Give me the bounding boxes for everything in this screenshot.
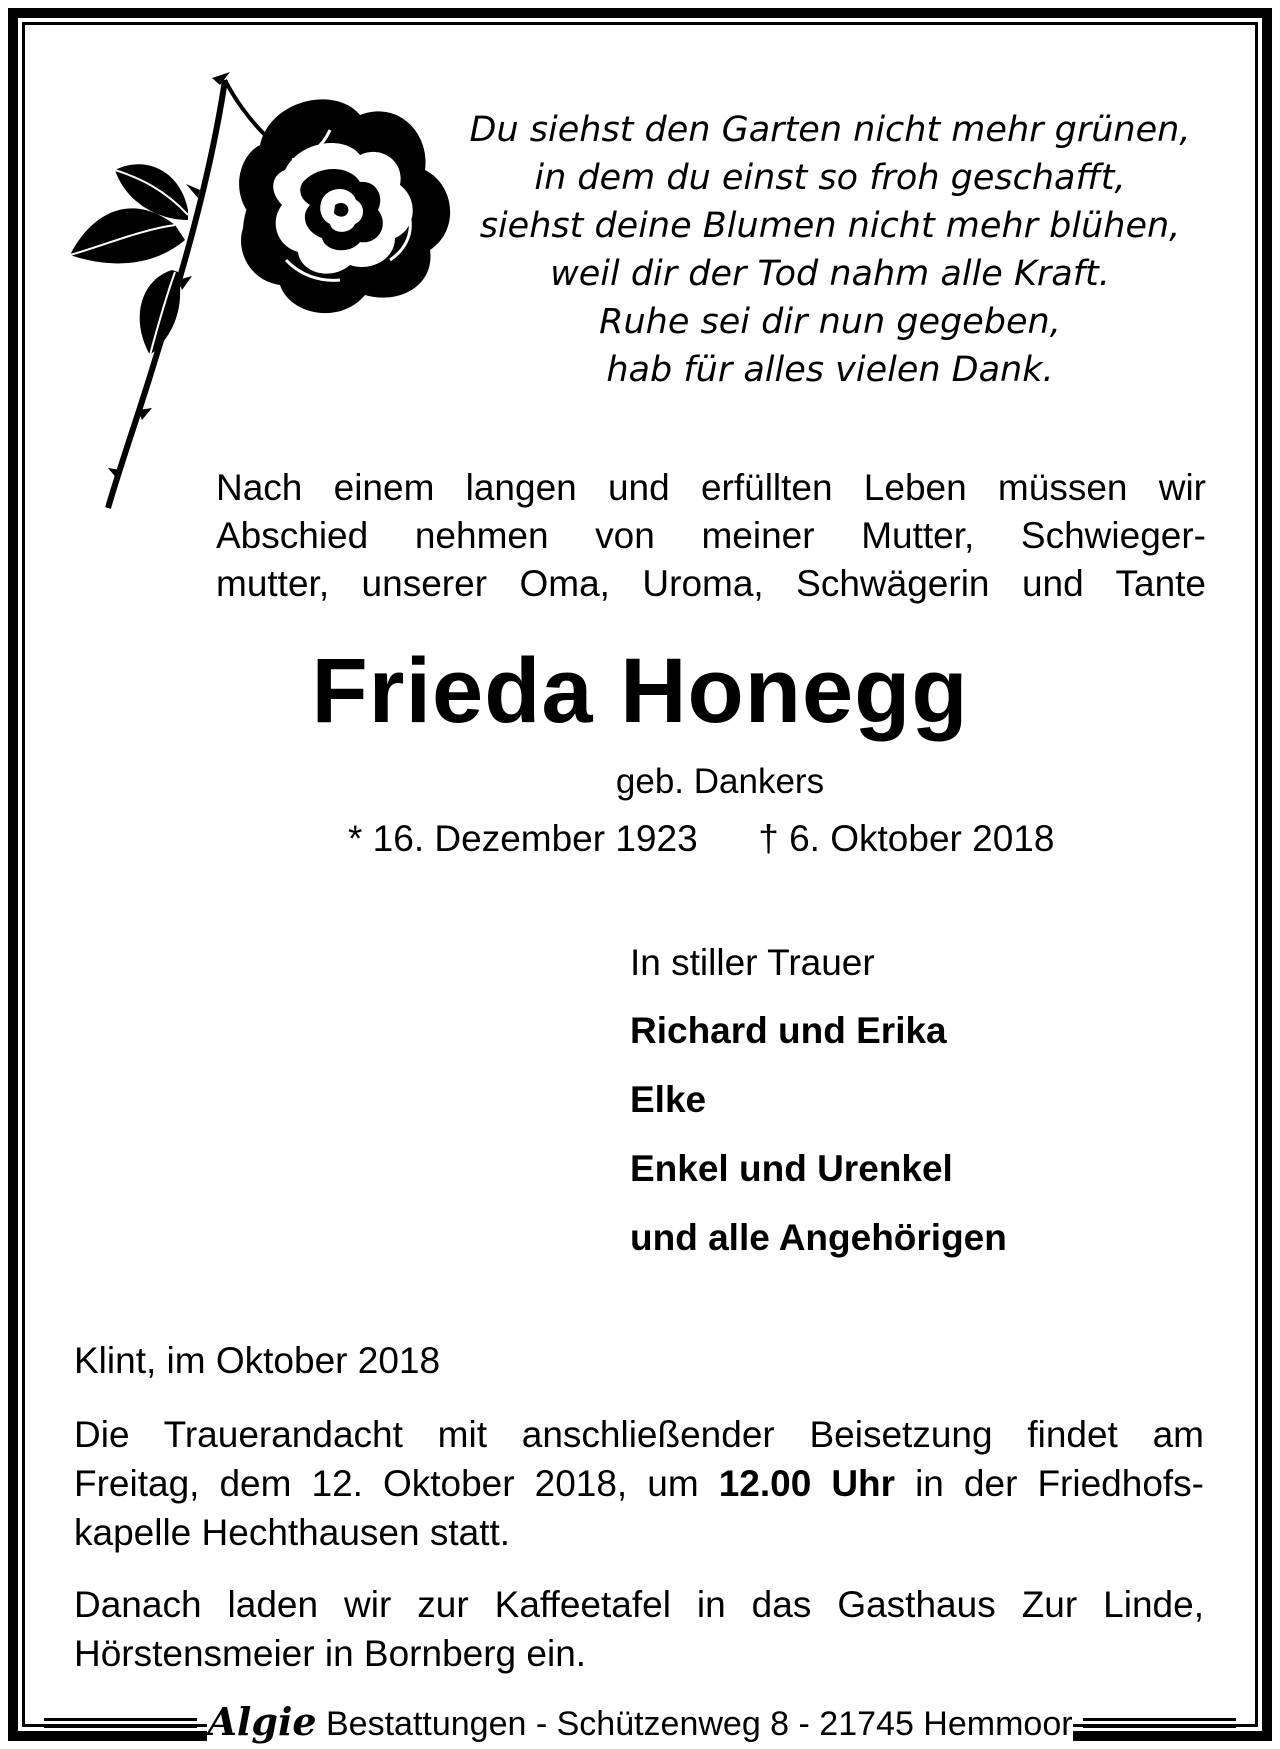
birth-date: * 16. Dezember 1923 — [348, 818, 698, 859]
service-line — [74, 1459, 1204, 1508]
service-line: kapelle Hechthausen statt. — [74, 1512, 511, 1553]
poem-line: weil dir der Tod nahm alle Kraft. — [550, 254, 1110, 294]
intro-text — [216, 464, 1206, 608]
poem — [440, 106, 1220, 394]
funeral-home-logo: Algie — [207, 1699, 317, 1744]
mourner-name: und alle Angehörigen — [630, 1217, 1007, 1258]
footer-rule-right — [1083, 1718, 1236, 1728]
reception-info — [74, 1580, 1204, 1678]
mourner-name: Richard und Erika — [630, 1010, 947, 1051]
born-name: geb. Dankers — [615, 762, 825, 801]
service-line: Die Trauerandacht mit anschließender Beisetzung findet am — [74, 1414, 1204, 1455]
footer-rule-left — [44, 1718, 197, 1728]
life-dates — [348, 816, 1108, 862]
intro-line: Abschied nehmen von meiner Mutter, Schwieger- — [216, 515, 1206, 556]
service-info — [74, 1410, 1204, 1557]
mourner-name: Elke — [630, 1079, 707, 1120]
poem-line: in dem du einst so froh geschafft, — [534, 158, 1126, 198]
mourners — [630, 940, 1190, 1284]
place-date: Klint, im Oktober 2018 — [74, 1340, 441, 1381]
intro-line: Nach einem langen und erfüllten Leben müssen wir — [216, 467, 1206, 508]
reception-line: Danach laden wir zur Kaffeetafel in das Gasthaus Zur Linde, — [74, 1584, 1204, 1625]
intro-line: mutter, unserer Oma, Uroma, Schwägerin und Tante — [216, 563, 1206, 604]
rose-icon — [60, 60, 480, 530]
poem-line: Ruhe sei dir nun gegeben, — [599, 302, 1061, 342]
footer-text — [207, 1699, 1073, 1744]
reception-line: Hörstensmeier in Bornberg ein. — [74, 1633, 587, 1674]
funeral-home-address: Bestattungen - Schützenweg 8 - 21745 Hemmoor — [316, 1705, 1073, 1743]
poem-line: hab für alles vielen Dank. — [606, 350, 1054, 390]
service-text: in der Friedhofs- — [895, 1463, 1204, 1504]
death-date: † 6. Oktober 2018 — [758, 818, 1055, 859]
deceased-name: Frieda Honegg — [311, 640, 969, 742]
mourner-name: Enkel und Urenkel — [630, 1148, 953, 1189]
footer — [34, 1699, 1246, 1744]
service-text: Freitag, dem 12. Oktober 2018, um — [74, 1463, 719, 1504]
poem-line: siehst deine Blumen nicht mehr blühen, — [479, 206, 1181, 246]
service-time: 12.00 Uhr — [718, 1463, 896, 1504]
poem-line: Du siehst den Garten nicht mehr grünen, — [469, 110, 1191, 150]
mourners-heading: In stiller Trauer — [630, 942, 875, 983]
